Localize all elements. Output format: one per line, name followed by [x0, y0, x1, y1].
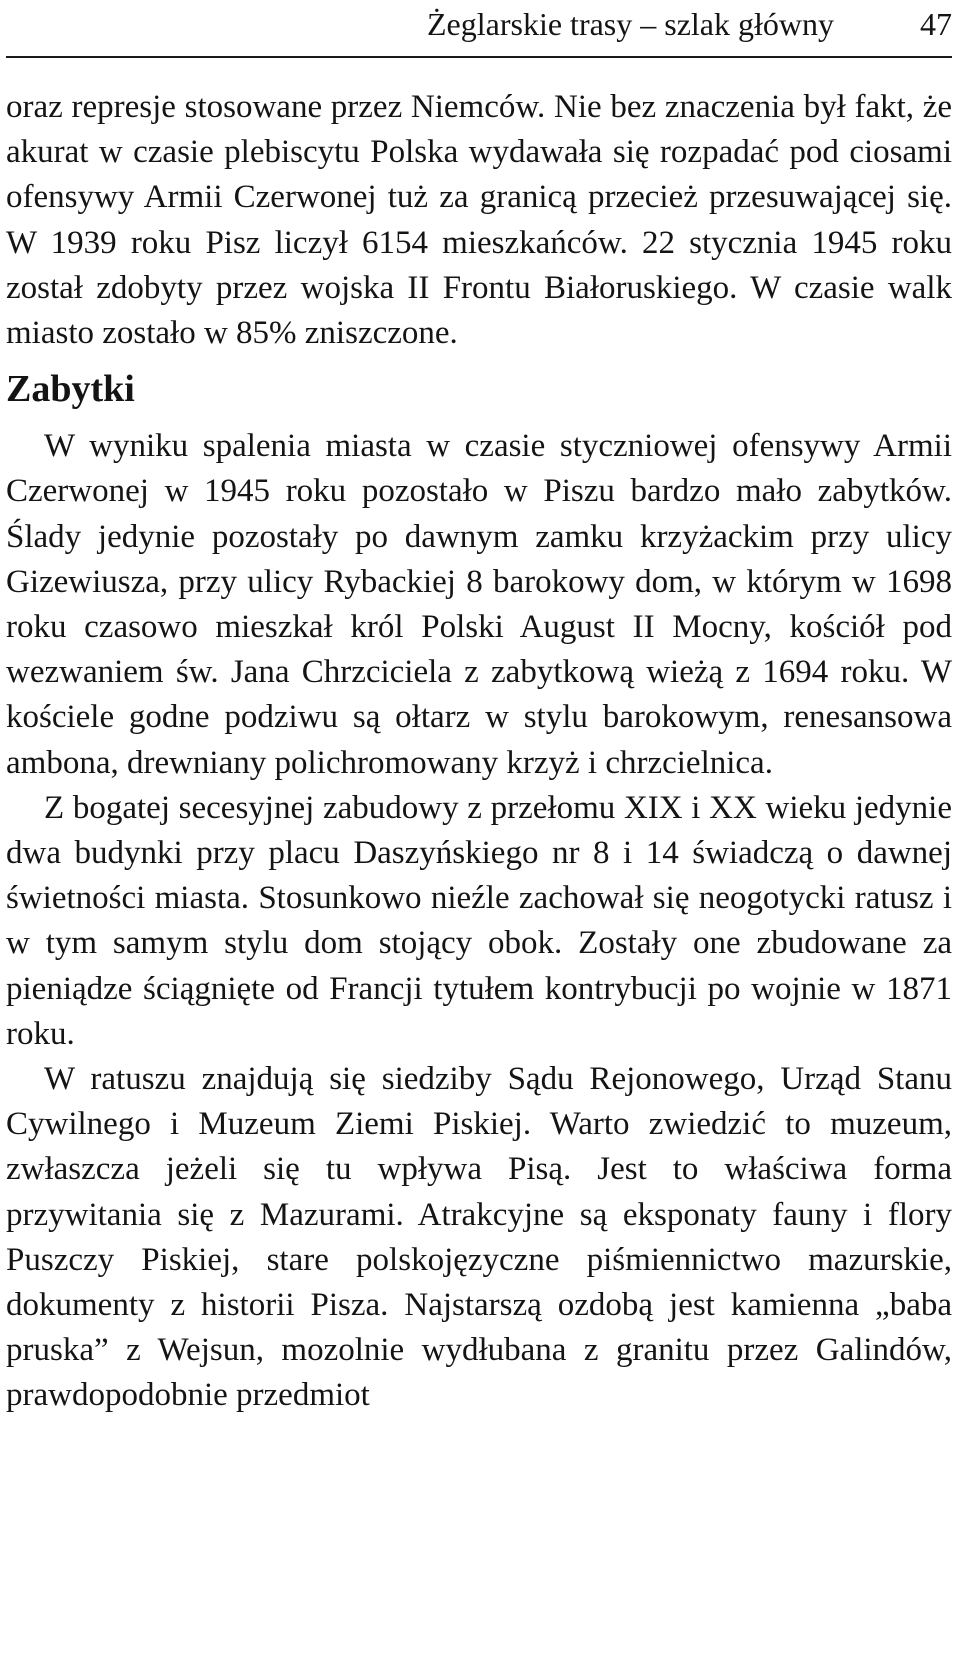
paragraph-monuments: W wyniku spalenia miasta w czasie styczniowej ofensywy Armii Czerwonej w 1945 roku pozostało w Piszu bardzo mało zabytków. Ślady jedynie pozostały po dawnym zamku krzyżackim przy ulicy Gizewiusza, przy ulicy Rybackiej 8 barokowy dom, w którym w 1698 roku czasowo mieszkał król Polski August II Mocny, kościół pod wezwaniem św. Jana Chrzciciela z zabytkową wieżą z 1694 roku. W kościele godne podziwu są ołtarz w stylu barokowym, renesansowa ambona, drewniany polichromowany krzyż i chrzcielnica.: [6, 428, 952, 781]
running-header: [6, 2, 952, 46]
body-text: [6, 85, 952, 1419]
paragraph-town-hall: W ratuszu znajdują się siedziby Sądu Rejonowego, Urząd Stanu Cywilnego i Muzeum Ziemi Piskiej. Warto zwiedzić to muzeum, zwłaszcza jeżeli się tu wpływa Pisą. Jest to właściwa forma przywitania się z Mazurami. Atrakcyjne są eksponaty fauny i flory Puszczy Piskiej, stare polskojęzyczne piśmiennictwo mazurskie, dokumenty z historii Pisza. Najstarszą ozdobą jest kamienna „baba pruska” z Wejsun, mozolnie wydłubana z granitu przez Galindów, prawdopodobnie przedmiot: [6, 1061, 952, 1414]
header-rule: [6, 56, 952, 58]
page-number: 47: [920, 6, 952, 42]
paragraph-secession: Z bogatej secesyjnej zabudowy z przełomu XIX i XX wieku jedynie dwa budynki przy placu Daszyńskiego nr 8 i 14 świadczą o dawnej świetności miasta. Stosunkowo nieźle zachował się neogotycki ratusz i w tym samym stylu dom stojący obok. Zostały one zbudowane za pieniądze ściągnięte od Francji tytułem kontrybucji po wojnie w 1871 roku.: [6, 789, 952, 1052]
intro-paragraph: oraz represje stosowane przez Niemców. Nie bez znaczenia był fakt, że akurat w czasie plebiscytu Polska wydawała się rozpadać pod ciosami ofensywy Armii Czerwonej tuż za granicą przecież przesuwającej się. W 1939 roku Pisz liczył 6154 mieszkańców. 22 stycznia 1945 roku został zdobyty przez wojska II Frontu Białoruskiego. W czasie walk miasto zostało w 85% zniszczone.: [6, 89, 952, 352]
chapter-title: Żeglarskie trasy – szlak główny: [427, 6, 834, 42]
section-heading: Zabytki: [6, 368, 135, 411]
